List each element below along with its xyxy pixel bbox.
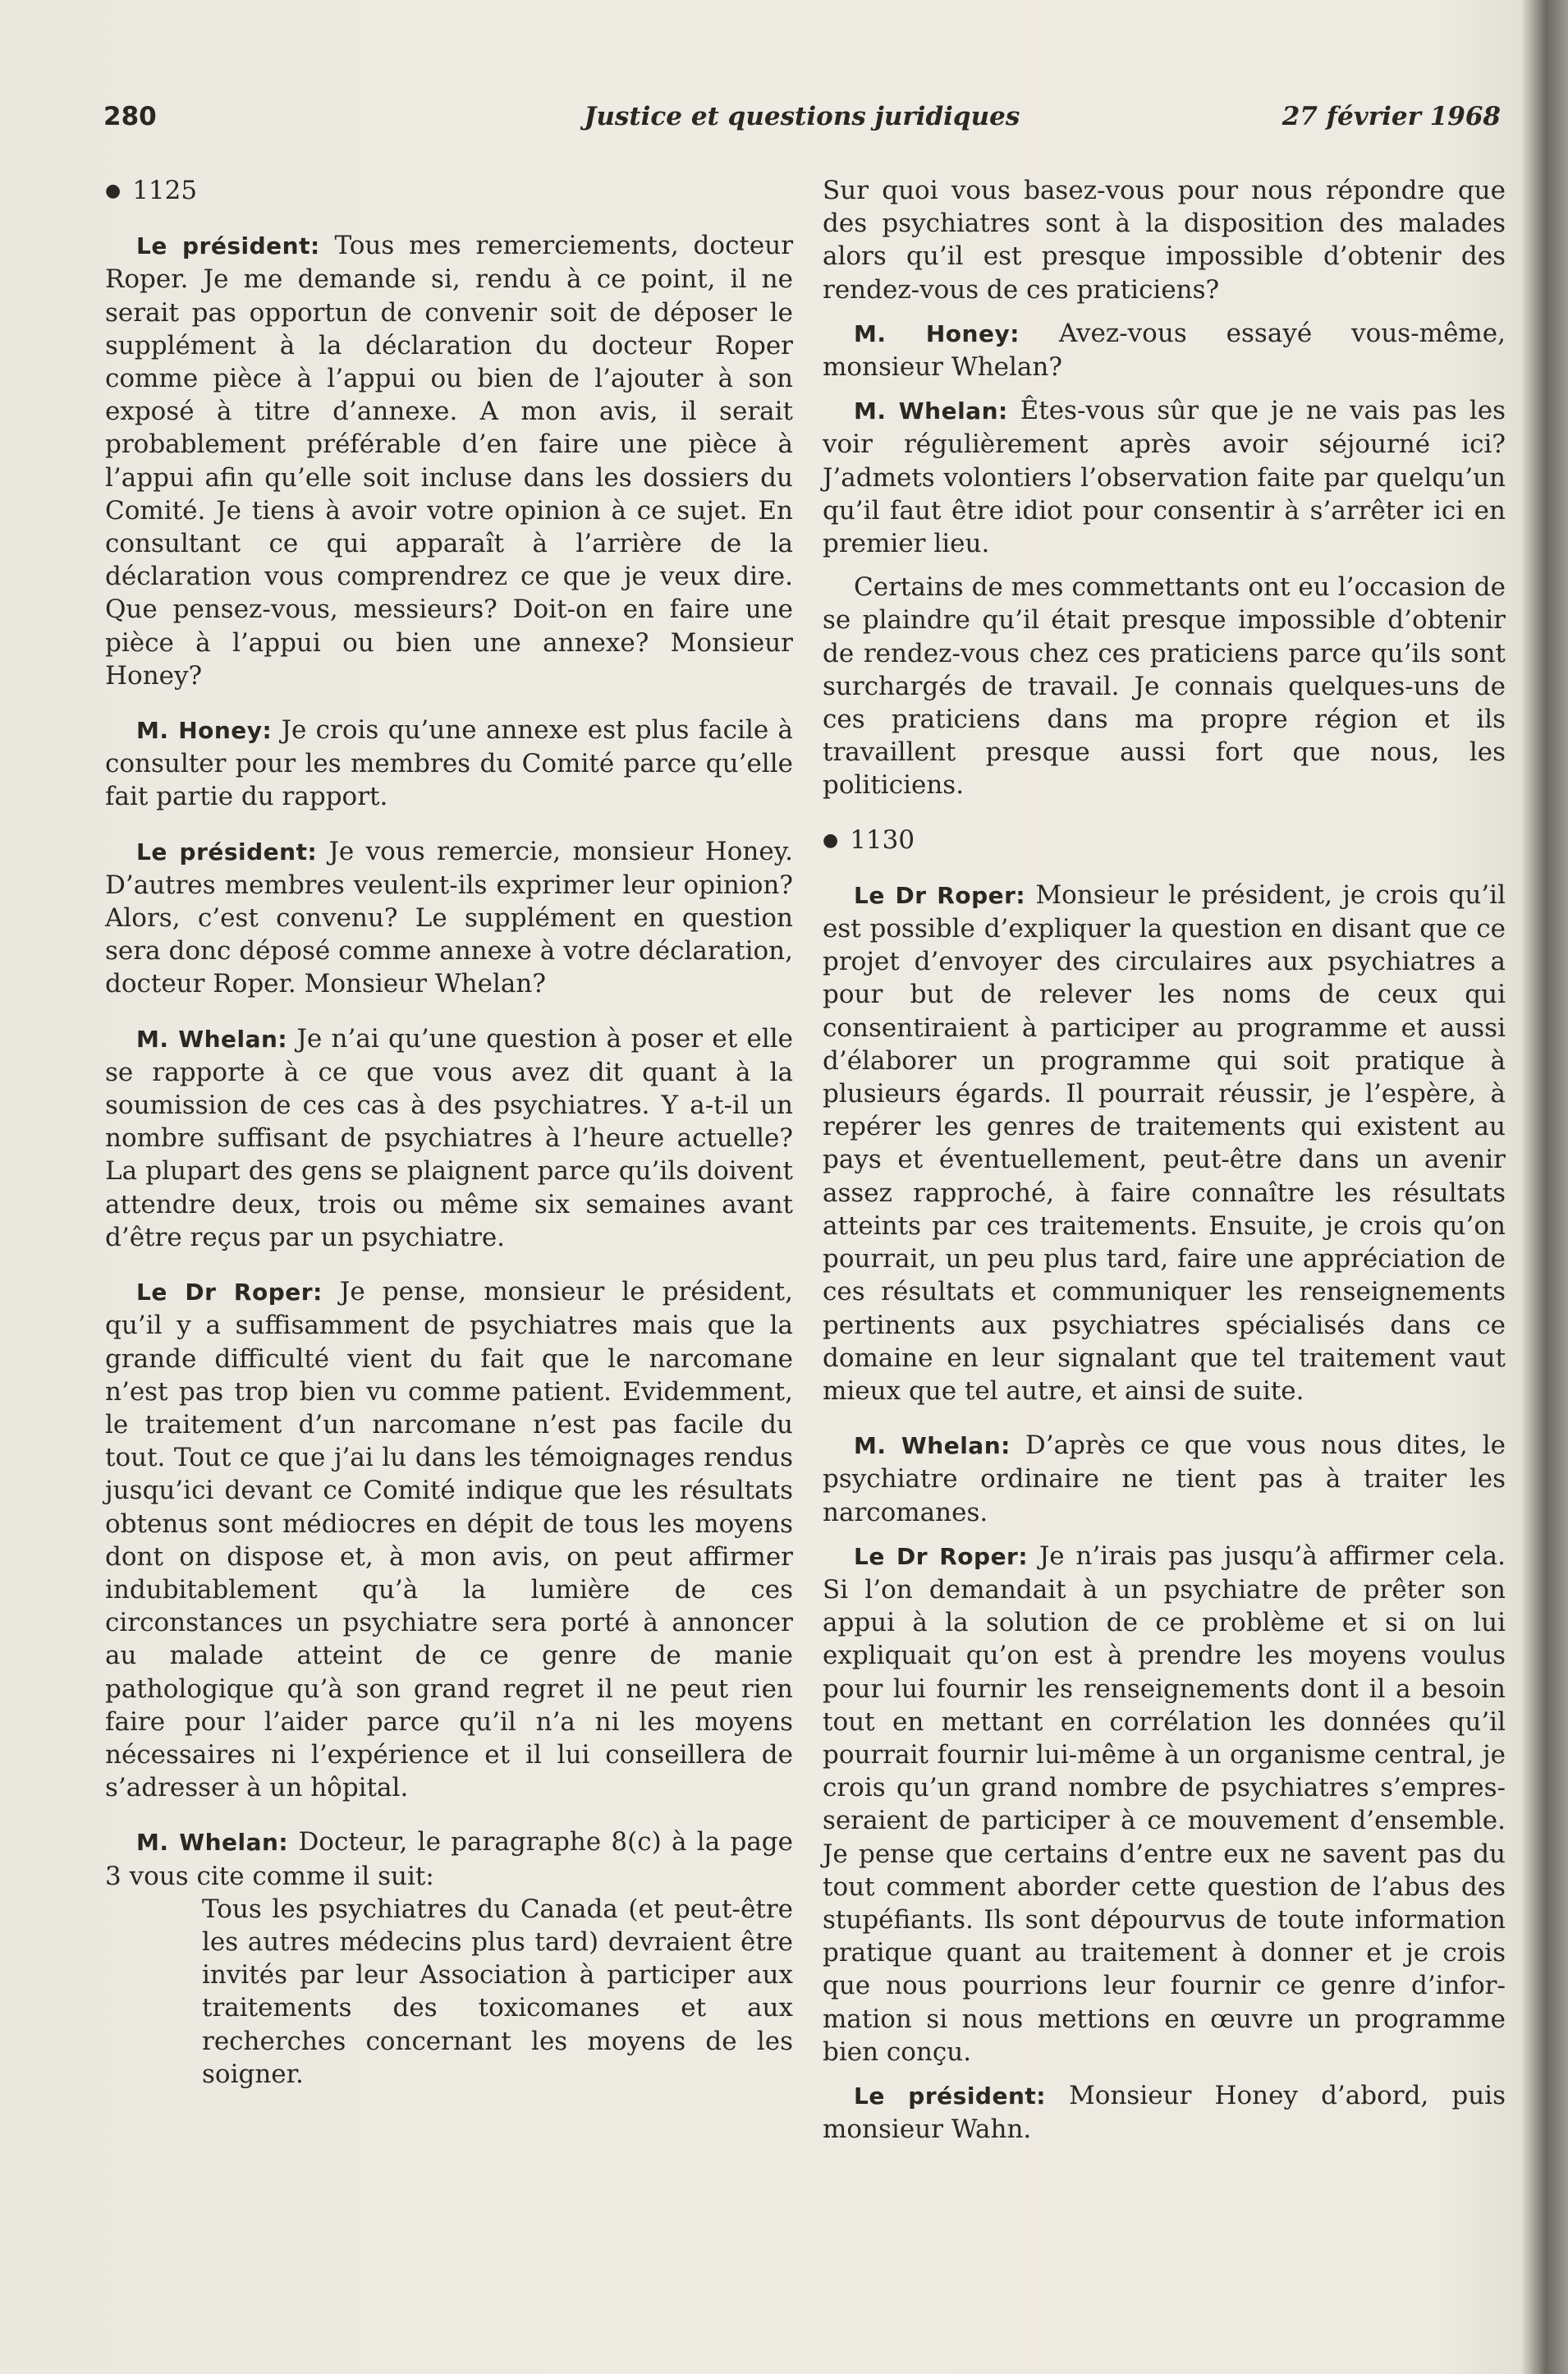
speech-paragraph <box>105 229 793 692</box>
time-marker <box>105 174 793 208</box>
page-number: 280 <box>103 102 157 131</box>
speech-text: Je crois qu’une annexe est plus facile à consulter pour les membres du Comité parce qu’elle fait partie du rapport. <box>105 715 793 812</box>
speaker-name: Le Dr Roper: <box>854 881 1026 909</box>
speech-paragraph <box>105 1275 793 1804</box>
speech-paragraph <box>105 1022 793 1254</box>
speech-text: Je vous remercie, monsieur Honey. D’autres membres veulent-ils exprimer leur opinion? Alors, c’est convenu? Le supplément en question sera donc déposé comme annexe à votre déclaration, docteur Roper. Monsieur Whelan? <box>105 836 793 999</box>
speech-text: Je n’ai qu’une question à poser et elle se rapporte à ce que vous avez dit quant à la soumission de ces cas à des psychiatres. Y a-t-il un nombre suffisant de psychiatres à l’heure actuelle? La plupart des gens se plaignent parce qu’ils doivent attendre deux, trois ou même six semaines avant d’être reçus par un psychiatre. <box>105 1023 793 1252</box>
speaker-name: M. Whelan: <box>854 397 1008 425</box>
speech-paragraph <box>823 1540 1506 2069</box>
speech-text: Je n’irais pas jusqu’à affirmer cela. Si l’on demandait à un psychiatre de prêter son appui à la solution de ce problème et si on lui expliquait qu’on est à prendre les moyens voulus pour lui fournir les renseignements dont il a besoin tout en mettant en corrélation les données qu’il pourrait fournir lui-même à un organisme central, je crois qu’un grand nombre de psychiatres s’empresseraient de participer à ce mouvement d’ensemble. Je pense que certains d’entre eux ne savent pas du tout comment aborder cette question de l’abus des stupéfiants. Ils sont dépourvus de toute information pratique quant au traitement à donner et je crois que nous pourrions leur fournir ce genre d’information si nous mettions en œuvre un programme bien conçu. <box>823 1541 1506 2067</box>
speaker-name: Le Dr Roper: <box>136 1279 323 1306</box>
speech-paragraph <box>105 1825 793 1892</box>
quote-text: Tous les psychiatres du Canada (et peut-être les autres médecins plus tard) devraient être invités par leur Association à participer aux traitements des toxicomanes et aux recherches concernant les moyens de les soigner. <box>202 1894 793 2089</box>
speaker-name: M. Honey: <box>136 717 273 745</box>
speaker-name: Le président: <box>136 838 318 866</box>
right-column <box>823 174 1506 2146</box>
block-quote <box>202 1893 793 2091</box>
speech-paragraph <box>823 1429 1506 1529</box>
speech-paragraph <box>823 394 1506 560</box>
speech-text: Avez-vous essayé vous-même, monsieur Whelan? <box>823 318 1506 383</box>
continued-paragraph: Sur quoi vous basez-vous pour nous répondre que des psychiatres sont à la disposition des malades alors qu’il est presque impossible d’obtenir des rendez-vous de ces praticiens? <box>823 176 1506 305</box>
speaker-name: M. Honey: <box>854 319 1020 347</box>
speaker-name: M. Whelan: <box>136 1025 288 1053</box>
speaker-name: Le président: <box>136 232 320 260</box>
speech-paragraph <box>823 2079 1506 2146</box>
speech-text: Je pense, monsieur le président, qu’il y a suffisamment de psychiatres mais que la grande difficulté vient du fait que le narcomane n’est pas trop bien vu comme patient. Evidemment, le traitement d’un narcomane n’est pas facile du tout. Tout ce que j’ai lu dans les témoignages rendus jusqu’ici devant ce Comité indique que les résultats obtenus sont médiocres en dépit de tous les moyens dont on dispose et, à mon avis, on peut affirmer indubitablement qu’à la lumière de ces circonstances un psychiatre sera porté à annoncer au malade atteint de ce genre de manie pathologique qu’à son grand regret il ne peut rien faire pour l’aider parce qu’il n’a ni les moyens nécessaires ni l’expérience et il lui conseillera de s’adresser à un hôpital. <box>105 1277 793 1803</box>
speech-paragraph <box>105 835 793 1001</box>
header-date: 27 février 1968 <box>1281 102 1501 131</box>
speech-paragraph <box>823 879 1506 1407</box>
left-column <box>105 174 793 2091</box>
speaker-name: M. Whelan: <box>136 1829 289 1857</box>
marker-text: 1125 <box>132 176 198 205</box>
time-marker <box>823 824 1506 857</box>
speech-text: Monsieur Honey d’abord, puis monsieur Wahn. <box>823 2080 1506 2145</box>
paragraph: Certains de mes commettants ont eu l’occasion de se plaindre qu’il était presque impossible d’obtenir de rendez-vous chez ces praticiens parce qu’ils sont surchargés de travail. Je connais quelques-uns de ces praticiens dans ma propre région et ils travaillent presque aussi fort que nous, les politiciens. <box>823 572 1506 801</box>
bullet-icon: ● <box>823 829 839 851</box>
speech-text: Êtes-vous sûr que je ne vais pas les voir régulièrement après avoir séjourné ici? J’admets volontiers l’observation faite par quelqu’un qu’il faut être idiot pour consentir à s’arrêter ici en premier lieu. <box>823 396 1506 559</box>
speech-text: Tous mes remerciements, docteur Roper. Je me demande si, rendu à ce point, il ne serait pas opportun de convenir soit de déposer le supplément à la déclaration du docteur Roper comme pièce à l’appui ou bien de l’ajouter à son exposé à titre d’annexe. A mon avis, il serait probablement préférable d’en faire une pièce à l’appui afin qu’elle soit incluse dans les dossiers du Comité. Je tiens à avoir votre opinion à ce sujet. En consultant ce qui apparaît à l’arrière de la déclaration vous comprendrez ce que je veux dire. Que pensez-vous, messieurs? Doit-on en faire une pièce à l’appui ou bien une annexe? Monsieur Honey? <box>105 231 794 691</box>
speech-text: Monsieur le président, je crois qu’il est possible d’expliquer la question en disant que ce projet d’envoyer des circulaires aux psychiatres a pour but de relever les noms de ceux qui consentiraient à participer au programme et aussi d’élaborer un programme qui soit pratique à plusieurs égards. Il pourrait réussir, je l’espère, à repérer les genres de traitements qui existent au pays et éventuellement, peut-être dans un avenir assez rapproché, à faire connaître les résultats atteints par ces traitements. Ensuite, je crois qu’on pourrait, un peu plus tard, faire une appréciation de ces résultats et communiquer les renseignements pertinents aux psychiatres spécialisés dans ce domaine en leur signalant que tel traitement vaut mieux que tel autre, et ainsi de suite. <box>823 879 1506 1406</box>
speaker-name: Le président: <box>854 2082 1046 2110</box>
speech-text: Docteur, le paragraphe 8(c) à la page 3 vous cite comme il suit: <box>105 1827 793 1891</box>
running-title: Justice et questions juridiques <box>584 102 1020 131</box>
speaker-name: M. Whelan: <box>854 1432 1011 1460</box>
speaker-name: Le Dr Roper: <box>854 1542 1029 1570</box>
speech-paragraph <box>105 714 793 814</box>
running-header <box>103 102 1501 143</box>
bullet-icon: ● <box>105 181 121 201</box>
marker-text: 1130 <box>850 824 915 855</box>
speech-text: D’après ce que vous nous dites, le psychiatre ordinaire ne tient pas à traiter les narcomanes. <box>823 1430 1506 1527</box>
speech-paragraph <box>823 317 1506 383</box>
